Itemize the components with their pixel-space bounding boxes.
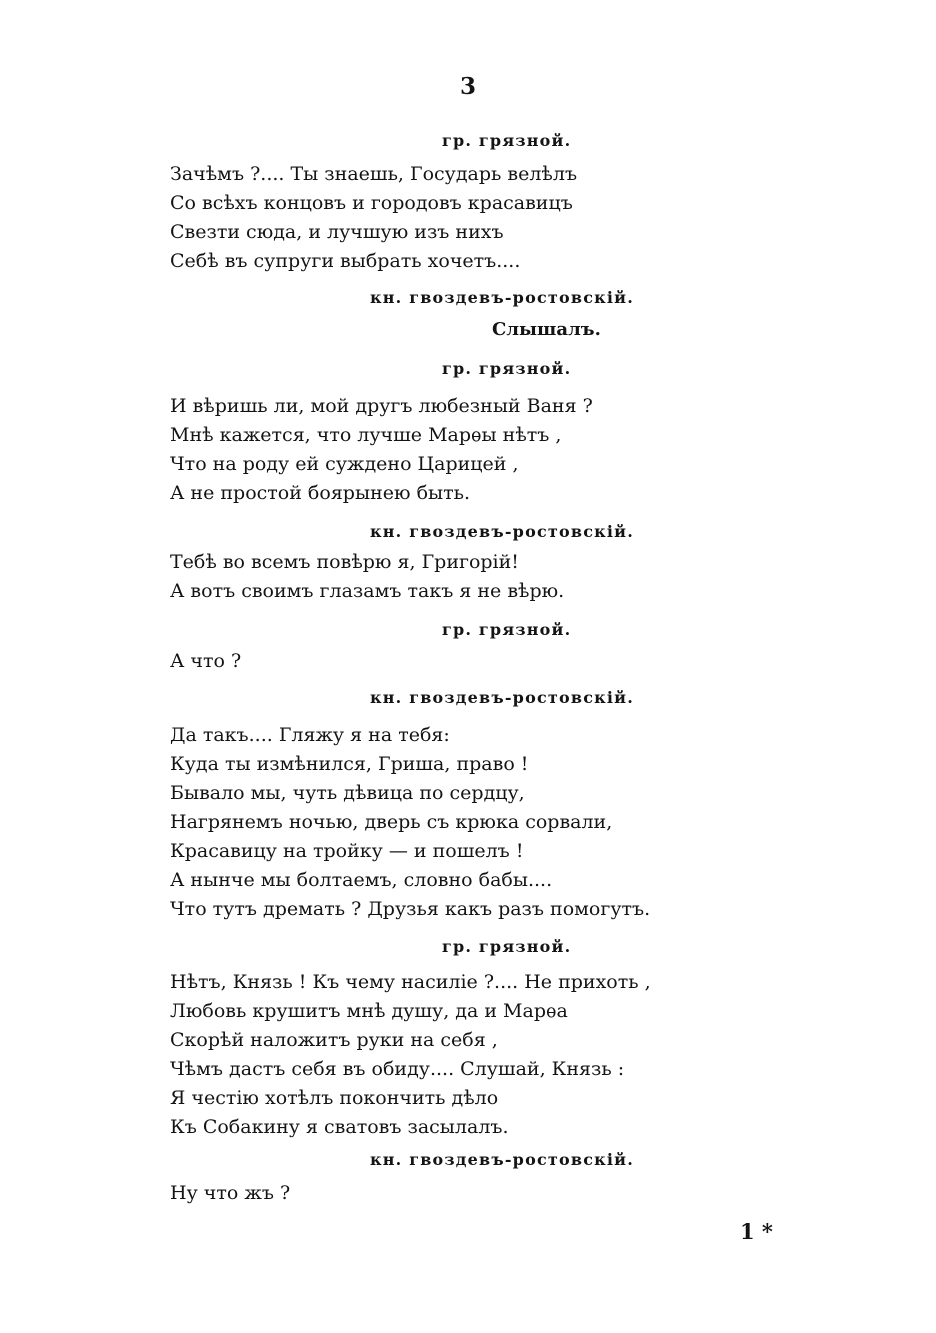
page-number: 3 bbox=[459, 73, 476, 100]
speaker-name: кн. гвоздевъ-ростовскій. bbox=[370, 1150, 635, 1169]
speaker-heading bbox=[170, 1150, 930, 1169]
verse-line: А вотъ своимъ глазамъ такъ я не вѣрю. bbox=[170, 580, 565, 602]
speaker-heading bbox=[170, 131, 936, 150]
speaker-heading bbox=[170, 620, 936, 639]
speaker-name: гр. грязной. bbox=[442, 937, 572, 956]
speaker-heading bbox=[170, 937, 936, 956]
verse-line: Нѣтъ, Князь ! Къ чему насиліе ?.... Не прихоть , bbox=[170, 971, 651, 993]
verse-line: Мнѣ кажется, что лучше Марѳы нѣтъ , bbox=[170, 424, 562, 446]
verse-line: А что ? bbox=[170, 650, 242, 672]
verse-line: Себѣ въ супруги выбрать хочетъ.... bbox=[170, 250, 521, 272]
verse-line: Красавицу на тройку — и пошелъ ! bbox=[170, 840, 524, 862]
verse-line: Къ Собакину я сватовъ засылалъ. bbox=[170, 1116, 509, 1138]
speech bbox=[170, 647, 730, 676]
verse-line: Нагрянемъ ночью, дверь съ крюка сорвали, bbox=[170, 811, 613, 833]
verse-line: Свезти сюда, и лучшую изъ нихъ bbox=[170, 221, 504, 243]
speaker-name: кн. гвоздевъ-ростовскій. bbox=[370, 688, 635, 707]
verse-line: Чѣмъ дастъ себя въ обиду.... Слушай, Князь : bbox=[170, 1058, 625, 1080]
verse-line: Да такъ.... Гляжу я на тебя: bbox=[170, 724, 450, 746]
verse-line: Со всѣхъ концовъ и городовъ красавицъ bbox=[170, 192, 573, 214]
speaker-heading bbox=[170, 359, 936, 378]
speaker-heading bbox=[170, 688, 930, 707]
speech bbox=[170, 968, 730, 1142]
verse-line: А нынче мы болтаемъ, словно бабы.... bbox=[170, 869, 553, 891]
speaker-name: кн. гвоздевъ-ростовскій. bbox=[370, 522, 635, 541]
printer-signature-mark: 1 * bbox=[740, 1219, 773, 1244]
short-reply: Слышалъ. bbox=[492, 319, 601, 340]
speaker-name: гр. грязной. bbox=[442, 620, 572, 639]
verse-line: Что на роду ей суждено Царицей , bbox=[170, 453, 519, 475]
verse-line: Что тутъ дремать ? Друзья какъ разъ помогутъ. bbox=[170, 898, 651, 920]
speaker-heading bbox=[170, 522, 930, 541]
speaker-name: гр. грязной. bbox=[442, 131, 572, 150]
verse-line: Ну что жъ ? bbox=[170, 1182, 291, 1204]
speech bbox=[170, 319, 936, 340]
verse-line: Бывало мы, чуть дѣвица по сердцу, bbox=[170, 782, 525, 804]
verse-line: А не простой боярынею быть. bbox=[170, 482, 471, 504]
verse-line: Куда ты измѣнился, Гриша, право ! bbox=[170, 753, 529, 775]
verse-line: Зачѣмъ ?.... Ты знаешь, Государь велѣлъ bbox=[170, 163, 578, 185]
verse-line: Тебѣ во всемъ повѣрю я, Григорій! bbox=[170, 551, 519, 573]
verse-line: Любовь крушитъ мнѣ душу, да и Марѳа bbox=[170, 1000, 568, 1022]
speech bbox=[170, 721, 730, 924]
speaker-heading bbox=[170, 288, 930, 307]
verse-line: Скорѣй наложитъ руки на себя , bbox=[170, 1029, 498, 1051]
speaker-name: гр. грязной. bbox=[442, 359, 572, 378]
speaker-name: кн. гвоздевъ-ростовскій. bbox=[370, 288, 635, 307]
speech bbox=[170, 1179, 730, 1208]
speech bbox=[170, 548, 730, 606]
verse-line: Я честію хотѣлъ покончить дѣло bbox=[170, 1087, 499, 1109]
speech bbox=[170, 392, 730, 508]
speech bbox=[170, 160, 730, 276]
verse-line: И вѣришь ли, мой другъ любезный Ваня ? bbox=[170, 395, 593, 417]
